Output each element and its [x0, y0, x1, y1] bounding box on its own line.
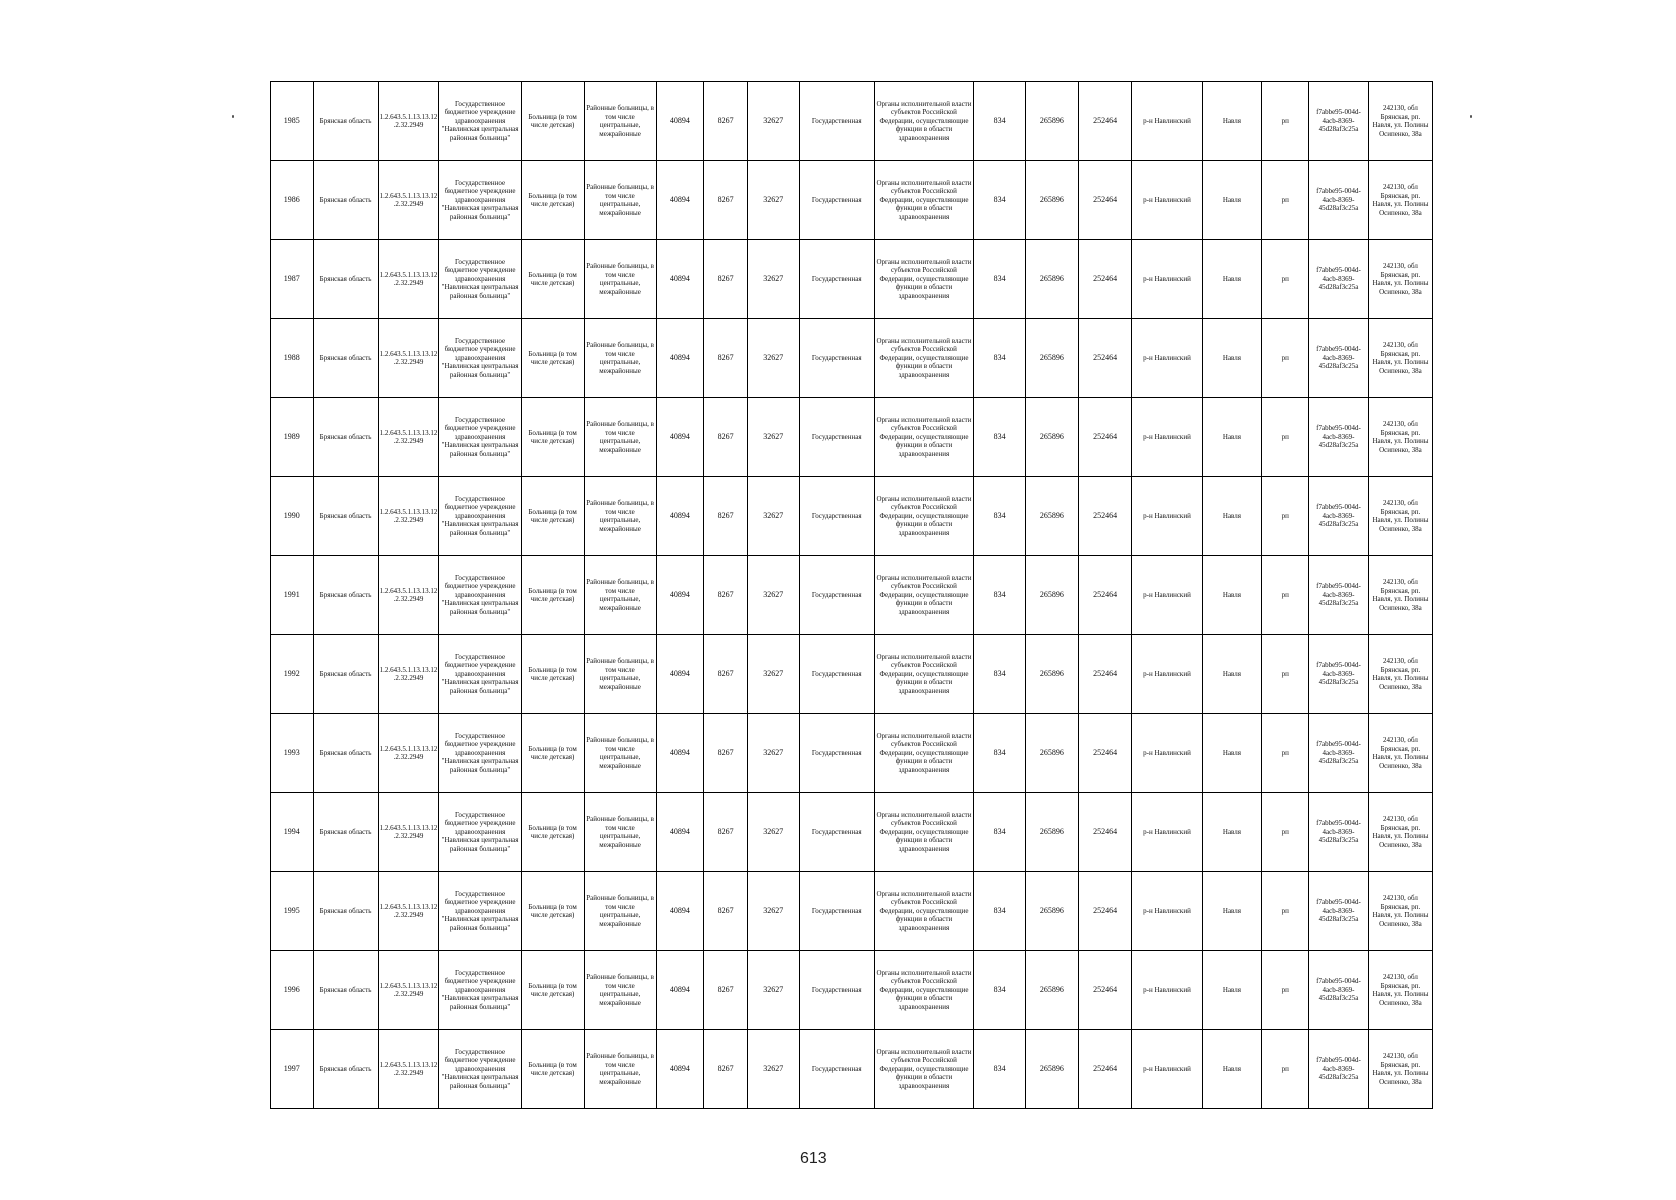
value-cell-3: 32627: [747, 556, 799, 635]
table-row: [271, 82, 1433, 161]
ownership-cell: Государственная: [799, 951, 874, 1030]
settlement-type-cell: рп: [1262, 872, 1309, 951]
organization-cell: Государственное бюджетное учреждение здравоохранения "Навлинская центральная районная больница": [439, 161, 521, 240]
value-cell-6: 252464: [1078, 714, 1132, 793]
value-cell-3: 32627: [747, 398, 799, 477]
registry-body: [271, 82, 1433, 1109]
address-cell: 242130, обл Брянская, рп. Навля, ул. Полины Осипенко, 38а: [1368, 398, 1432, 477]
category-cell: Районные больницы, в том числе центральные, межрайонные: [584, 398, 656, 477]
settlement-cell: Навля: [1202, 82, 1262, 161]
value-cell-5: 265896: [1025, 82, 1078, 161]
value-cell-4: 834: [974, 82, 1026, 161]
region-cell: Брянская область: [313, 319, 378, 398]
settlement-type-cell: рп: [1262, 240, 1309, 319]
row-number: 1985: [271, 82, 314, 161]
address-cell: 242130, обл Брянская, рп. Навля, ул. Полины Осипенко, 38а: [1368, 556, 1432, 635]
authority-cell: Органы исполнительной власти субъектов Российской Федерации, осуществляющие функции в области здравоохранения: [874, 556, 973, 635]
value-cell-5: 265896: [1025, 398, 1078, 477]
scan-artifact: [232, 115, 234, 118]
settlement-type-cell: рп: [1262, 161, 1309, 240]
row-number: 1986: [271, 161, 314, 240]
settlement-cell: Навля: [1202, 872, 1262, 951]
table-row: [271, 1030, 1433, 1109]
facility-type-cell: Больница (в том числе детская): [521, 951, 584, 1030]
ownership-cell: Государственная: [799, 477, 874, 556]
guid-cell: f7abbe95-004d-4acb-8369-45d28af3c25a: [1309, 82, 1369, 161]
district-cell: р-н Навлинский: [1132, 82, 1202, 161]
category-cell: Районные больницы, в том числе центральные, межрайонные: [584, 635, 656, 714]
category-cell: Районные больницы, в том числе центральные, межрайонные: [584, 161, 656, 240]
value-cell-6: 252464: [1078, 398, 1132, 477]
facility-type-cell: Больница (в том числе детская): [521, 161, 584, 240]
address-cell: 242130, обл Брянская, рп. Навля, ул. Полины Осипенко, 38а: [1368, 477, 1432, 556]
row-number: 1996: [271, 951, 314, 1030]
row-number: 1989: [271, 398, 314, 477]
value-cell-1: 40894: [656, 714, 704, 793]
value-cell-4: 834: [974, 240, 1026, 319]
ownership-cell: Государственная: [799, 398, 874, 477]
organization-cell: Государственное бюджетное учреждение здравоохранения "Навлинская центральная районная больница": [439, 556, 521, 635]
settlement-type-cell: рп: [1262, 635, 1309, 714]
ownership-cell: Государственная: [799, 319, 874, 398]
table-row: [271, 872, 1433, 951]
district-cell: р-н Навлинский: [1132, 714, 1202, 793]
organization-cell: Государственное бюджетное учреждение здравоохранения "Навлинская центральная районная больница": [439, 714, 521, 793]
value-cell-5: 265896: [1025, 793, 1078, 872]
settlement-type-cell: рп: [1262, 951, 1309, 1030]
value-cell-6: 252464: [1078, 1030, 1132, 1109]
district-cell: р-н Навлинский: [1132, 951, 1202, 1030]
category-cell: Районные больницы, в том числе центральные, межрайонные: [584, 477, 656, 556]
row-number: 1995: [271, 872, 314, 951]
value-cell-4: 834: [974, 793, 1026, 872]
region-cell: Брянская область: [313, 161, 378, 240]
value-cell-4: 834: [974, 1030, 1026, 1109]
settlement-cell: Навля: [1202, 240, 1262, 319]
region-cell: Брянская область: [313, 951, 378, 1030]
value-cell-2: 8267: [704, 793, 748, 872]
category-cell: Районные больницы, в том числе центральные, межрайонные: [584, 951, 656, 1030]
settlement-type-cell: рп: [1262, 556, 1309, 635]
ownership-cell: Государственная: [799, 872, 874, 951]
code-cell: 1.2.643.5.1.13.13.12.2.32.2949: [378, 635, 439, 714]
table-row: [271, 793, 1433, 872]
value-cell-4: 834: [974, 556, 1026, 635]
settlement-type-cell: рп: [1262, 793, 1309, 872]
row-number: 1987: [271, 240, 314, 319]
guid-cell: f7abbe95-004d-4acb-8369-45d28af3c25a: [1309, 240, 1369, 319]
value-cell-4: 834: [974, 951, 1026, 1030]
ownership-cell: Государственная: [799, 793, 874, 872]
organization-cell: Государственное бюджетное учреждение здравоохранения "Навлинская центральная районная больница": [439, 1030, 521, 1109]
row-number: 1997: [271, 1030, 314, 1109]
guid-cell: f7abbe95-004d-4acb-8369-45d28af3c25a: [1309, 872, 1369, 951]
ownership-cell: Государственная: [799, 556, 874, 635]
region-cell: Брянская область: [313, 635, 378, 714]
category-cell: Районные больницы, в том числе центральные, межрайонные: [584, 872, 656, 951]
table-row: [271, 319, 1433, 398]
settlement-cell: Навля: [1202, 161, 1262, 240]
facility-type-cell: Больница (в том числе детская): [521, 1030, 584, 1109]
value-cell-2: 8267: [704, 240, 748, 319]
value-cell-4: 834: [974, 714, 1026, 793]
organization-cell: Государственное бюджетное учреждение здравоохранения "Навлинская центральная районная больница": [439, 319, 521, 398]
row-number: 1992: [271, 635, 314, 714]
facility-type-cell: Больница (в том числе детская): [521, 240, 584, 319]
ownership-cell: Государственная: [799, 1030, 874, 1109]
value-cell-2: 8267: [704, 477, 748, 556]
value-cell-5: 265896: [1025, 319, 1078, 398]
address-cell: 242130, обл Брянская, рп. Навля, ул. Полины Осипенко, 38а: [1368, 82, 1432, 161]
organization-cell: Государственное бюджетное учреждение здравоохранения "Навлинская центральная районная больница": [439, 240, 521, 319]
guid-cell: f7abbe95-004d-4acb-8369-45d28af3c25a: [1309, 477, 1369, 556]
region-cell: Брянская область: [313, 1030, 378, 1109]
value-cell-5: 265896: [1025, 240, 1078, 319]
value-cell-6: 252464: [1078, 872, 1132, 951]
value-cell-3: 32627: [747, 635, 799, 714]
address-cell: 242130, обл Брянская, рп. Навля, ул. Полины Осипенко, 38а: [1368, 1030, 1432, 1109]
authority-cell: Органы исполнительной власти субъектов Российской Федерации, осуществляющие функции в области здравоохранения: [874, 714, 973, 793]
value-cell-4: 834: [974, 635, 1026, 714]
value-cell-3: 32627: [747, 714, 799, 793]
authority-cell: Органы исполнительной власти субъектов Российской Федерации, осуществляющие функции в области здравоохранения: [874, 477, 973, 556]
settlement-cell: Навля: [1202, 714, 1262, 793]
value-cell-1: 40894: [656, 951, 704, 1030]
settlement-cell: Навля: [1202, 1030, 1262, 1109]
district-cell: р-н Навлинский: [1132, 319, 1202, 398]
value-cell-3: 32627: [747, 240, 799, 319]
authority-cell: Органы исполнительной власти субъектов Российской Федерации, осуществляющие функции в области здравоохранения: [874, 398, 973, 477]
region-cell: Брянская область: [313, 398, 378, 477]
category-cell: Районные больницы, в том числе центральные, межрайонные: [584, 556, 656, 635]
code-cell: 1.2.643.5.1.13.13.12.2.32.2949: [378, 477, 439, 556]
value-cell-2: 8267: [704, 872, 748, 951]
value-cell-3: 32627: [747, 161, 799, 240]
value-cell-3: 32627: [747, 319, 799, 398]
district-cell: р-н Навлинский: [1132, 1030, 1202, 1109]
value-cell-1: 40894: [656, 793, 704, 872]
ownership-cell: Государственная: [799, 82, 874, 161]
facility-type-cell: Больница (в том числе детская): [521, 398, 584, 477]
value-cell-1: 40894: [656, 556, 704, 635]
organization-cell: Государственное бюджетное учреждение здравоохранения "Навлинская центральная районная больница": [439, 82, 521, 161]
address-cell: 242130, обл Брянская, рп. Навля, ул. Полины Осипенко, 38а: [1368, 319, 1432, 398]
settlement-cell: Навля: [1202, 556, 1262, 635]
authority-cell: Органы исполнительной власти субъектов Российской Федерации, осуществляющие функции в области здравоохранения: [874, 82, 973, 161]
value-cell-1: 40894: [656, 240, 704, 319]
value-cell-3: 32627: [747, 793, 799, 872]
address-cell: 242130, обл Брянская, рп. Навля, ул. Полины Осипенко, 38а: [1368, 793, 1432, 872]
value-cell-1: 40894: [656, 477, 704, 556]
address-cell: 242130, обл Брянская, рп. Навля, ул. Полины Осипенко, 38а: [1368, 635, 1432, 714]
authority-cell: Органы исполнительной власти субъектов Российской Федерации, осуществляющие функции в области здравоохранения: [874, 319, 973, 398]
table-row: [271, 714, 1433, 793]
value-cell-3: 32627: [747, 82, 799, 161]
value-cell-4: 834: [974, 477, 1026, 556]
settlement-type-cell: рп: [1262, 82, 1309, 161]
guid-cell: f7abbe95-004d-4acb-8369-45d28af3c25a: [1309, 398, 1369, 477]
region-cell: Брянская область: [313, 556, 378, 635]
value-cell-6: 252464: [1078, 635, 1132, 714]
region-cell: Брянская область: [313, 714, 378, 793]
code-cell: 1.2.643.5.1.13.13.12.2.32.2949: [378, 161, 439, 240]
address-cell: 242130, обл Брянская, рп. Навля, ул. Полины Осипенко, 38а: [1368, 951, 1432, 1030]
guid-cell: f7abbe95-004d-4acb-8369-45d28af3c25a: [1309, 951, 1369, 1030]
table-row: [271, 398, 1433, 477]
settlement-cell: Навля: [1202, 635, 1262, 714]
facility-type-cell: Больница (в том числе детская): [521, 556, 584, 635]
ownership-cell: Государственная: [799, 240, 874, 319]
value-cell-2: 8267: [704, 82, 748, 161]
authority-cell: Органы исполнительной власти субъектов Российской Федерации, осуществляющие функции в области здравоохранения: [874, 161, 973, 240]
value-cell-1: 40894: [656, 82, 704, 161]
value-cell-2: 8267: [704, 1030, 748, 1109]
value-cell-1: 40894: [656, 398, 704, 477]
facility-type-cell: Больница (в том числе детская): [521, 477, 584, 556]
address-cell: 242130, обл Брянская, рп. Навля, ул. Полины Осипенко, 38а: [1368, 714, 1432, 793]
value-cell-6: 252464: [1078, 240, 1132, 319]
code-cell: 1.2.643.5.1.13.13.12.2.32.2949: [378, 319, 439, 398]
facility-type-cell: Больница (в том числе детская): [521, 635, 584, 714]
organization-cell: Государственное бюджетное учреждение здравоохранения "Навлинская центральная районная больница": [439, 477, 521, 556]
row-number: 1988: [271, 319, 314, 398]
settlement-type-cell: рп: [1262, 1030, 1309, 1109]
value-cell-4: 834: [974, 872, 1026, 951]
district-cell: р-н Навлинский: [1132, 635, 1202, 714]
ownership-cell: Государственная: [799, 161, 874, 240]
address-cell: 242130, обл Брянская, рп. Навля, ул. Полины Осипенко, 38а: [1368, 240, 1432, 319]
district-cell: р-н Навлинский: [1132, 477, 1202, 556]
region-cell: Брянская область: [313, 82, 378, 161]
row-number: 1993: [271, 714, 314, 793]
value-cell-3: 32627: [747, 872, 799, 951]
value-cell-3: 32627: [747, 477, 799, 556]
settlement-type-cell: рп: [1262, 477, 1309, 556]
region-cell: Брянская область: [313, 240, 378, 319]
value-cell-5: 265896: [1025, 635, 1078, 714]
authority-cell: Органы исполнительной власти субъектов Российской Федерации, осуществляющие функции в области здравоохранения: [874, 635, 973, 714]
region-cell: Брянская область: [313, 793, 378, 872]
value-cell-6: 252464: [1078, 319, 1132, 398]
ownership-cell: Государственная: [799, 714, 874, 793]
value-cell-2: 8267: [704, 319, 748, 398]
value-cell-4: 834: [974, 319, 1026, 398]
address-cell: 242130, обл Брянская, рп. Навля, ул. Полины Осипенко, 38а: [1368, 161, 1432, 240]
value-cell-4: 834: [974, 398, 1026, 477]
settlement-cell: Навля: [1202, 477, 1262, 556]
value-cell-3: 32627: [747, 951, 799, 1030]
value-cell-1: 40894: [656, 161, 704, 240]
organization-cell: Государственное бюджетное учреждение здравоохранения "Навлинская центральная районная больница": [439, 635, 521, 714]
guid-cell: f7abbe95-004d-4acb-8369-45d28af3c25a: [1309, 714, 1369, 793]
district-cell: р-н Навлинский: [1132, 793, 1202, 872]
category-cell: Районные больницы, в том числе центральные, межрайонные: [584, 240, 656, 319]
category-cell: Районные больницы, в том числе центральные, межрайонные: [584, 1030, 656, 1109]
settlement-type-cell: рп: [1262, 319, 1309, 398]
guid-cell: f7abbe95-004d-4acb-8369-45d28af3c25a: [1309, 319, 1369, 398]
district-cell: р-н Навлинский: [1132, 556, 1202, 635]
code-cell: 1.2.643.5.1.13.13.12.2.32.2949: [378, 872, 439, 951]
row-number: 1990: [271, 477, 314, 556]
authority-cell: Органы исполнительной власти субъектов Российской Федерации, осуществляющие функции в области здравоохранения: [874, 240, 973, 319]
authority-cell: Органы исполнительной власти субъектов Российской Федерации, осуществляющие функции в области здравоохранения: [874, 872, 973, 951]
value-cell-2: 8267: [704, 398, 748, 477]
value-cell-6: 252464: [1078, 477, 1132, 556]
guid-cell: f7abbe95-004d-4acb-8369-45d28af3c25a: [1309, 635, 1369, 714]
value-cell-2: 8267: [704, 556, 748, 635]
facility-type-cell: Больница (в том числе детская): [521, 319, 584, 398]
page-number: 613: [800, 1150, 827, 1167]
organization-cell: Государственное бюджетное учреждение здравоохранения "Навлинская центральная районная больница": [439, 793, 521, 872]
value-cell-5: 265896: [1025, 872, 1078, 951]
value-cell-2: 8267: [704, 951, 748, 1030]
table-row: [271, 240, 1433, 319]
organization-cell: Государственное бюджетное учреждение здравоохранения "Навлинская центральная районная больница": [439, 951, 521, 1030]
value-cell-5: 265896: [1025, 714, 1078, 793]
settlement-cell: Навля: [1202, 398, 1262, 477]
settlement-cell: Навля: [1202, 319, 1262, 398]
value-cell-3: 32627: [747, 1030, 799, 1109]
facility-type-cell: Больница (в том числе детская): [521, 793, 584, 872]
code-cell: 1.2.643.5.1.13.13.12.2.32.2949: [378, 82, 439, 161]
code-cell: 1.2.643.5.1.13.13.12.2.32.2949: [378, 556, 439, 635]
region-cell: Брянская область: [313, 872, 378, 951]
authority-cell: Органы исполнительной власти субъектов Российской Федерации, осуществляющие функции в области здравоохранения: [874, 1030, 973, 1109]
district-cell: р-н Навлинский: [1132, 161, 1202, 240]
table-row: [271, 635, 1433, 714]
code-cell: 1.2.643.5.1.13.13.12.2.32.2949: [378, 398, 439, 477]
region-cell: Брянская область: [313, 477, 378, 556]
guid-cell: f7abbe95-004d-4acb-8369-45d28af3c25a: [1309, 161, 1369, 240]
code-cell: 1.2.643.5.1.13.13.12.2.32.2949: [378, 240, 439, 319]
table-row: [271, 556, 1433, 635]
category-cell: Районные больницы, в том числе центральные, межрайонные: [584, 793, 656, 872]
value-cell-6: 252464: [1078, 161, 1132, 240]
organization-cell: Государственное бюджетное учреждение здравоохранения "Навлинская центральная районная больница": [439, 398, 521, 477]
address-cell: 242130, обл Брянская, рп. Навля, ул. Полины Осипенко, 38а: [1368, 872, 1432, 951]
settlement-type-cell: рп: [1262, 714, 1309, 793]
category-cell: Районные больницы, в том числе центральные, межрайонные: [584, 319, 656, 398]
district-cell: р-н Навлинский: [1132, 240, 1202, 319]
facility-type-cell: Больница (в том числе детская): [521, 82, 584, 161]
value-cell-6: 252464: [1078, 82, 1132, 161]
value-cell-6: 252464: [1078, 951, 1132, 1030]
value-cell-5: 265896: [1025, 1030, 1078, 1109]
authority-cell: Органы исполнительной власти субъектов Российской Федерации, осуществляющие функции в области здравоохранения: [874, 793, 973, 872]
value-cell-2: 8267: [704, 161, 748, 240]
facility-type-cell: Больница (в том числе детская): [521, 872, 584, 951]
code-cell: 1.2.643.5.1.13.13.12.2.32.2949: [378, 951, 439, 1030]
settlement-type-cell: рп: [1262, 398, 1309, 477]
value-cell-2: 8267: [704, 714, 748, 793]
guid-cell: f7abbe95-004d-4acb-8369-45d28af3c25a: [1309, 793, 1369, 872]
value-cell-1: 40894: [656, 1030, 704, 1109]
district-cell: р-н Навлинский: [1132, 398, 1202, 477]
value-cell-1: 40894: [656, 872, 704, 951]
district-cell: р-н Навлинский: [1132, 872, 1202, 951]
authority-cell: Органы исполнительной власти субъектов Российской Федерации, осуществляющие функции в области здравоохранения: [874, 951, 973, 1030]
code-cell: 1.2.643.5.1.13.13.12.2.32.2949: [378, 793, 439, 872]
settlement-cell: Навля: [1202, 793, 1262, 872]
table-row: [271, 477, 1433, 556]
category-cell: Районные больницы, в том числе центральные, межрайонные: [584, 82, 656, 161]
code-cell: 1.2.643.5.1.13.13.12.2.32.2949: [378, 714, 439, 793]
value-cell-5: 265896: [1025, 556, 1078, 635]
value-cell-2: 8267: [704, 635, 748, 714]
value-cell-5: 265896: [1025, 477, 1078, 556]
category-cell: Районные больницы, в том числе центральные, межрайонные: [584, 714, 656, 793]
scan-artifact: [1470, 115, 1472, 118]
row-number: 1991: [271, 556, 314, 635]
ownership-cell: Государственная: [799, 635, 874, 714]
value-cell-5: 265896: [1025, 951, 1078, 1030]
guid-cell: f7abbe95-004d-4acb-8369-45d28af3c25a: [1309, 1030, 1369, 1109]
code-cell: 1.2.643.5.1.13.13.12.2.32.2949: [378, 1030, 439, 1109]
value-cell-6: 252464: [1078, 556, 1132, 635]
settlement-cell: Навля: [1202, 951, 1262, 1030]
row-number: 1994: [271, 793, 314, 872]
registry-table: [270, 81, 1433, 1109]
value-cell-4: 834: [974, 161, 1026, 240]
guid-cell: f7abbe95-004d-4acb-8369-45d28af3c25a: [1309, 556, 1369, 635]
table-row: [271, 951, 1433, 1030]
organization-cell: Государственное бюджетное учреждение здравоохранения "Навлинская центральная районная больница": [439, 872, 521, 951]
facility-type-cell: Больница (в том числе детская): [521, 714, 584, 793]
value-cell-6: 252464: [1078, 793, 1132, 872]
value-cell-1: 40894: [656, 635, 704, 714]
value-cell-1: 40894: [656, 319, 704, 398]
table-row: [271, 161, 1433, 240]
value-cell-5: 265896: [1025, 161, 1078, 240]
